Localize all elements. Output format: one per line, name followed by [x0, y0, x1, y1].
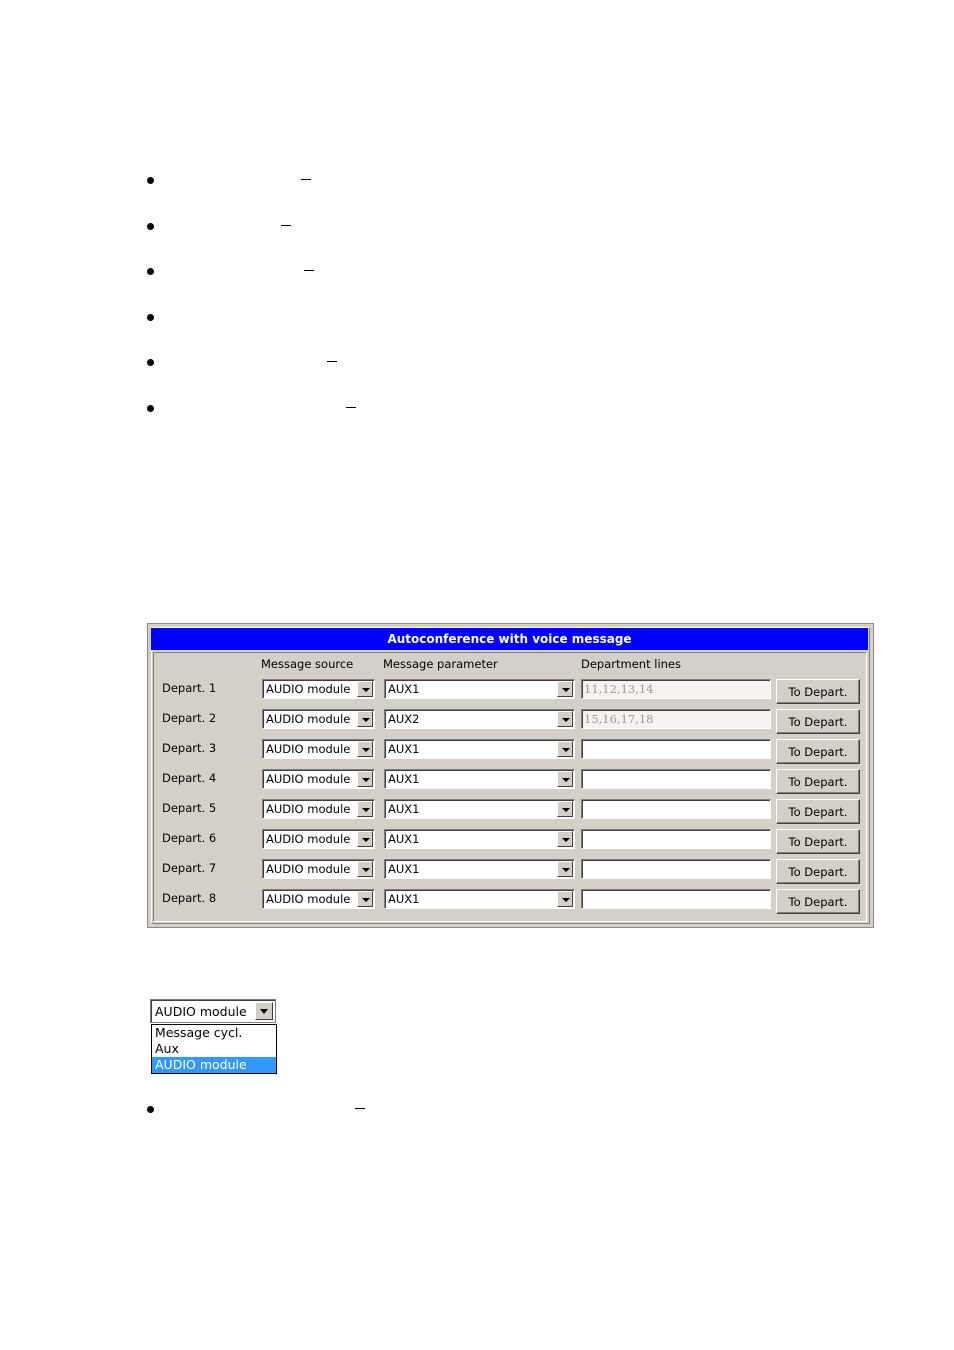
- bullet-dot-icon: [147, 405, 154, 412]
- dropdown-combo[interactable]: [150, 999, 276, 1023]
- department-row-4: [148, 766, 868, 792]
- department-label: Depart. 8: [162, 891, 217, 905]
- dash-icon: [355, 1108, 365, 1109]
- dash-icon: [304, 270, 314, 271]
- select-value: AUDIO module: [266, 892, 351, 906]
- bullet-dot-icon: [147, 177, 154, 184]
- field-value: 11,12,13,14: [584, 682, 654, 696]
- department-row-3: [148, 736, 868, 762]
- to-depart-button[interactable]: To Depart.: [776, 709, 860, 734]
- bullet-item: [147, 223, 157, 233]
- select-value: AUX2: [388, 712, 420, 726]
- chevron-down-icon[interactable]: [557, 771, 573, 787]
- department-label: Depart. 5: [162, 801, 217, 815]
- message-source-select[interactable]: [262, 769, 375, 789]
- select-value: AUX1: [388, 682, 420, 696]
- bullet-item: [147, 314, 157, 324]
- select-value: AUX1: [388, 862, 420, 876]
- department-row-2: [148, 706, 868, 732]
- select-value: AUDIO module: [266, 772, 351, 786]
- bullet-dot-icon: [147, 1106, 154, 1113]
- select-value: AUX1: [388, 892, 420, 906]
- department-row-6: [148, 826, 868, 852]
- bullet-dot-icon: [147, 268, 154, 275]
- message-parameter-select[interactable]: [384, 799, 575, 819]
- header-message-parameter: Message parameter: [383, 657, 498, 671]
- to-depart-button[interactable]: To Depart.: [776, 889, 860, 914]
- chevron-down-icon[interactable]: [557, 711, 573, 727]
- department-label: Depart. 2: [162, 711, 217, 725]
- select-value: AUX1: [388, 772, 420, 786]
- department-label: Depart. 7: [162, 861, 217, 875]
- select-value: AUDIO module: [266, 832, 351, 846]
- bullet-item: [147, 405, 157, 415]
- bullet-item: [147, 268, 157, 278]
- department-row-8: [148, 886, 868, 912]
- message-source-select[interactable]: [262, 889, 375, 909]
- select-value: AUX1: [388, 832, 420, 846]
- department-lines-field[interactable]: [581, 709, 771, 729]
- department-lines-field[interactable]: [581, 739, 771, 759]
- dash-icon: [327, 361, 337, 362]
- chevron-down-icon[interactable]: [357, 831, 373, 847]
- select-value: AUX1: [388, 742, 420, 756]
- message-source-select[interactable]: [262, 739, 375, 759]
- department-label: Depart. 4: [162, 771, 217, 785]
- header-department-lines: Department lines: [581, 657, 681, 671]
- department-row-5: [148, 796, 868, 822]
- message-parameter-select[interactable]: [384, 709, 575, 729]
- dialog-title: Autoconference with voice message: [151, 628, 868, 650]
- message-parameter-select[interactable]: [384, 889, 575, 909]
- chevron-down-icon[interactable]: [357, 711, 373, 727]
- header-message-source: Message source: [261, 657, 354, 671]
- bullet-item: [147, 177, 157, 187]
- select-value: AUX1: [388, 802, 420, 816]
- department-lines-field[interactable]: [581, 799, 771, 819]
- chevron-down-icon[interactable]: [557, 681, 573, 697]
- dash-icon: [301, 179, 311, 180]
- message-source-select[interactable]: [262, 859, 375, 879]
- message-parameter-select[interactable]: [384, 739, 575, 759]
- chevron-down-icon[interactable]: [255, 1002, 273, 1020]
- chevron-down-icon[interactable]: [357, 741, 373, 757]
- select-value: AUDIO module: [266, 862, 351, 876]
- department-lines-field[interactable]: [581, 859, 771, 879]
- message-parameter-select[interactable]: [384, 859, 575, 879]
- dropdown-option-message-cycl[interactable]: Message cycl.: [155, 1025, 243, 1040]
- department-row-7: [148, 856, 868, 882]
- dash-icon: [346, 407, 356, 408]
- message-source-dropdown: [150, 999, 277, 1076]
- select-value: AUDIO module: [266, 682, 351, 696]
- to-depart-button[interactable]: To Depart.: [776, 859, 860, 884]
- chevron-down-icon[interactable]: [357, 891, 373, 907]
- message-parameter-select[interactable]: [384, 769, 575, 789]
- to-depart-button[interactable]: To Depart.: [776, 829, 860, 854]
- department-label: Depart. 1: [162, 681, 217, 695]
- message-source-select[interactable]: [262, 829, 375, 849]
- chevron-down-icon[interactable]: [557, 801, 573, 817]
- chevron-down-icon[interactable]: [357, 771, 373, 787]
- department-lines-field[interactable]: [581, 679, 771, 699]
- chevron-down-icon[interactable]: [557, 831, 573, 847]
- chevron-down-icon[interactable]: [557, 891, 573, 907]
- message-source-select[interactable]: [262, 709, 375, 729]
- autoconference-dialog: [147, 623, 874, 928]
- dropdown-list: [151, 1024, 277, 1074]
- select-value: AUDIO module: [266, 742, 351, 756]
- to-depart-button[interactable]: To Depart.: [776, 769, 860, 794]
- message-source-select[interactable]: [262, 799, 375, 819]
- select-value: AUDIO module: [266, 802, 351, 816]
- chevron-down-icon[interactable]: [357, 801, 373, 817]
- bullet-list: [0, 0, 954, 430]
- department-row-1: [148, 676, 868, 702]
- department-label: Depart. 6: [162, 831, 217, 845]
- bullet-dot-icon: [147, 223, 154, 230]
- select-value: AUDIO module: [266, 712, 351, 726]
- bullet-item: [147, 1106, 157, 1116]
- dash-icon: [281, 225, 291, 226]
- message-parameter-select[interactable]: [384, 679, 575, 699]
- department-lines-field[interactable]: [581, 769, 771, 789]
- chevron-down-icon[interactable]: [357, 861, 373, 877]
- chevron-down-icon[interactable]: [557, 741, 573, 757]
- chevron-down-icon[interactable]: [357, 681, 373, 697]
- bullet-dot-icon: [147, 359, 154, 366]
- to-depart-button[interactable]: To Depart.: [776, 739, 860, 764]
- dropdown-option-aux[interactable]: Aux: [155, 1041, 179, 1056]
- department-lines-field[interactable]: [581, 889, 771, 909]
- message-parameter-select[interactable]: [384, 829, 575, 849]
- department-label: Depart. 3: [162, 741, 217, 755]
- message-source-select[interactable]: [262, 679, 375, 699]
- department-lines-field[interactable]: [581, 829, 771, 849]
- bullet-item: [147, 359, 157, 369]
- bullet-dot-icon: [147, 314, 154, 321]
- chevron-down-icon[interactable]: [557, 861, 573, 877]
- field-value: 15,16,17,18: [584, 712, 654, 726]
- to-depart-button[interactable]: To Depart.: [776, 799, 860, 824]
- dropdown-option-audio-module[interactable]: AUDIO module: [152, 1057, 276, 1073]
- to-depart-button[interactable]: To Depart.: [776, 679, 860, 704]
- dropdown-selected-value: AUDIO module: [155, 1004, 247, 1019]
